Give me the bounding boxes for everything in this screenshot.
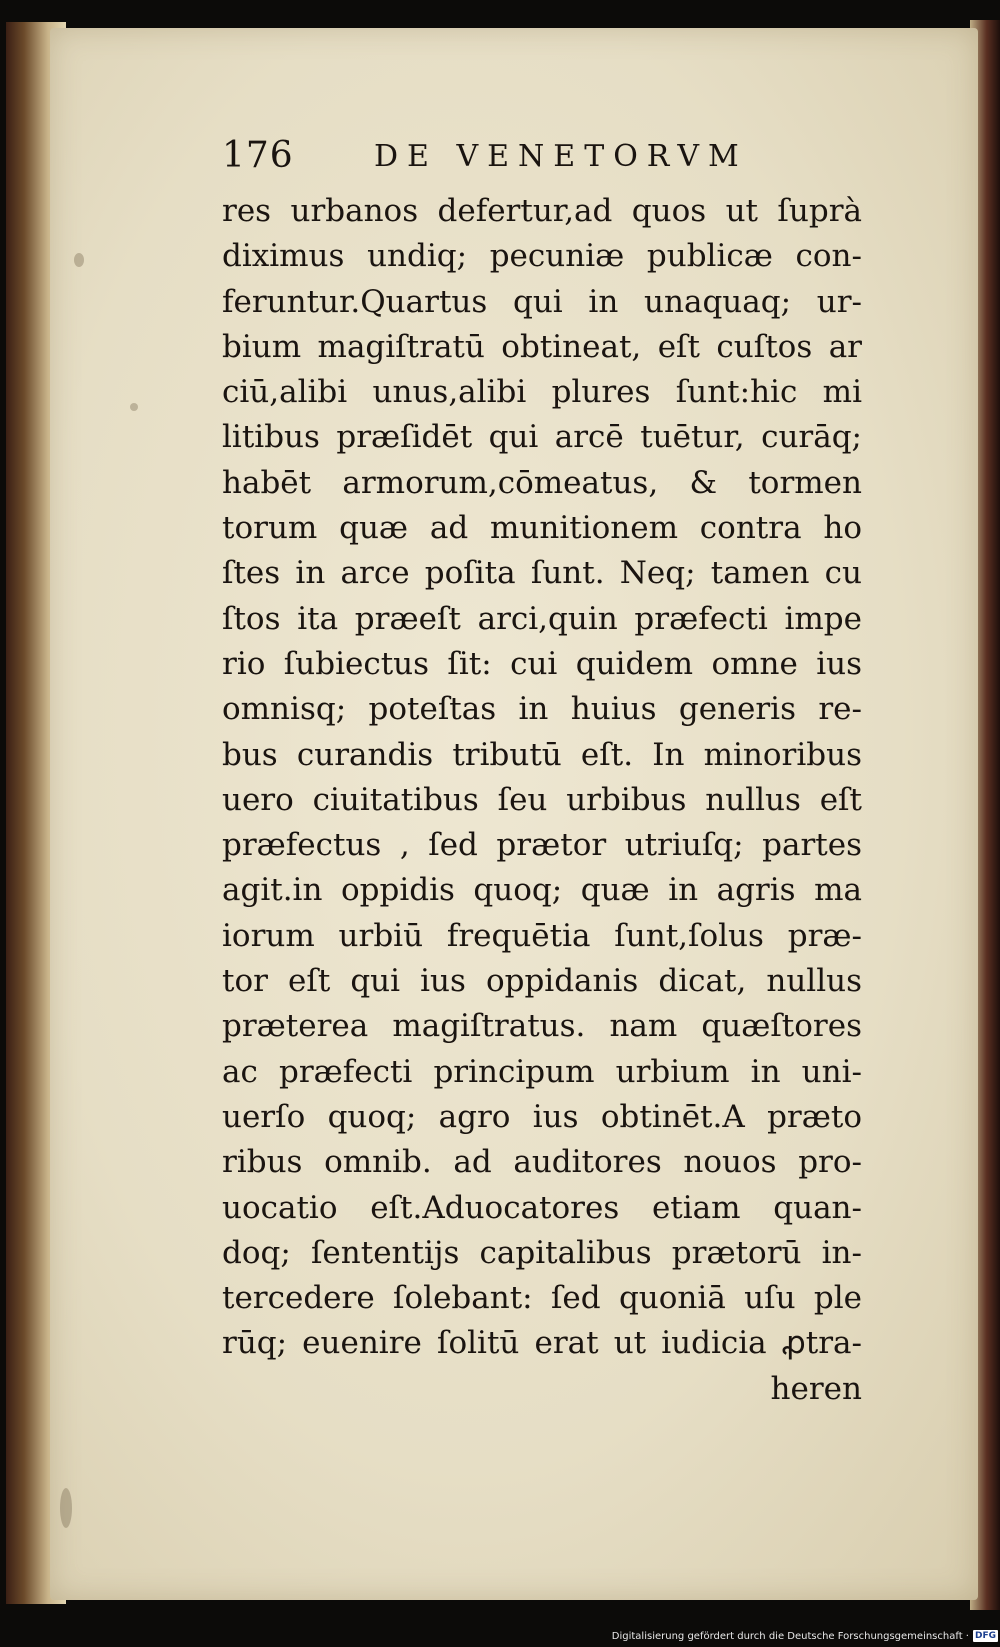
- running-head: [222, 135, 912, 183]
- body-text: [222, 189, 912, 1367]
- text-line: res urbanos defertur,ad quos ut ſuprà: [222, 193, 862, 229]
- text-line: præfectus , ſed prætor utriuſq; partes: [222, 827, 862, 864]
- footer-banner: [612, 1628, 998, 1644]
- text-line: agit.in oppidis quoq; quæ in agris ma: [222, 872, 862, 909]
- text-line: bium magiſtratū obtineat, eſt cuſtos ar: [222, 328, 862, 365]
- text-line: præterea magiſtratus. nam quæſtores: [222, 1008, 862, 1045]
- text-line: uerſo quoq; agro ius obtinēt.A præto: [222, 1098, 862, 1135]
- text-line: omnisq; poteſtas in huius generis re-: [222, 691, 862, 728]
- text-line: ribus omnib. ad auditores nouos pro-: [222, 1144, 862, 1181]
- dfg-logo: DFG: [974, 1631, 996, 1641]
- text-line: torum quæ ad munitionem contra ho: [222, 510, 862, 547]
- paper-blemish: [60, 1488, 72, 1528]
- page-number: 176: [222, 135, 294, 176]
- text-line: tor eſt qui ius oppidanis dicat, nullus: [222, 963, 862, 1000]
- text-line: ſtes in arce poſita ſunt. Neq; tamen cu: [222, 555, 862, 592]
- catchword: heren: [770, 1370, 862, 1407]
- text-line: bus curandis tributū eſt. In minoribus: [222, 736, 862, 773]
- text-line: uocatio eſt.Aduocatores etiam quan-: [222, 1189, 862, 1226]
- text-line: ſtos ita præeſt arci,quin præfecti impe: [222, 600, 862, 637]
- footer-credit: Digitalisierung gefördert durch die Deutsche Forschungsgemeinschaft ·: [611, 1630, 969, 1642]
- text-line: litibus præſidēt qui arcē tuētur, curāq;: [222, 419, 862, 456]
- text-line: ciū,alibi unus,alibi plures ſunt:hic mi: [222, 374, 862, 411]
- text-line: rūq; euenire ſolitū erat ut iudicia ꝓtra-: [222, 1325, 862, 1362]
- running-title: DE VENETORVM: [374, 139, 748, 174]
- text-line: tercedere ſolebant: ſed quoniā uſu ple: [222, 1280, 862, 1317]
- text-line: uero ciuitatibus ſeu urbibus nullus eſt: [222, 781, 862, 818]
- text-line: rio ſubiectus ſit: cui quidem omne ius: [222, 645, 862, 682]
- paper-blemish: [130, 403, 138, 411]
- text-line: iorum urbiū frequētia ſunt,ſolus præ-: [222, 917, 862, 954]
- text-line: doq; ſententijs capitalibus prætorū in-: [222, 1234, 862, 1271]
- text-line: feruntur.Quartus qui in unaquaq; ur-: [222, 283, 862, 320]
- text-line: habēt armorum,cōmeatus, & tormen: [222, 464, 862, 501]
- text-line: diximus undiq; pecuniæ publicæ con-: [222, 238, 862, 275]
- text-block: [222, 135, 912, 1412]
- paper-blemish: [74, 253, 84, 267]
- text-line: ac præfecti principum urbium in uni-: [222, 1053, 862, 1090]
